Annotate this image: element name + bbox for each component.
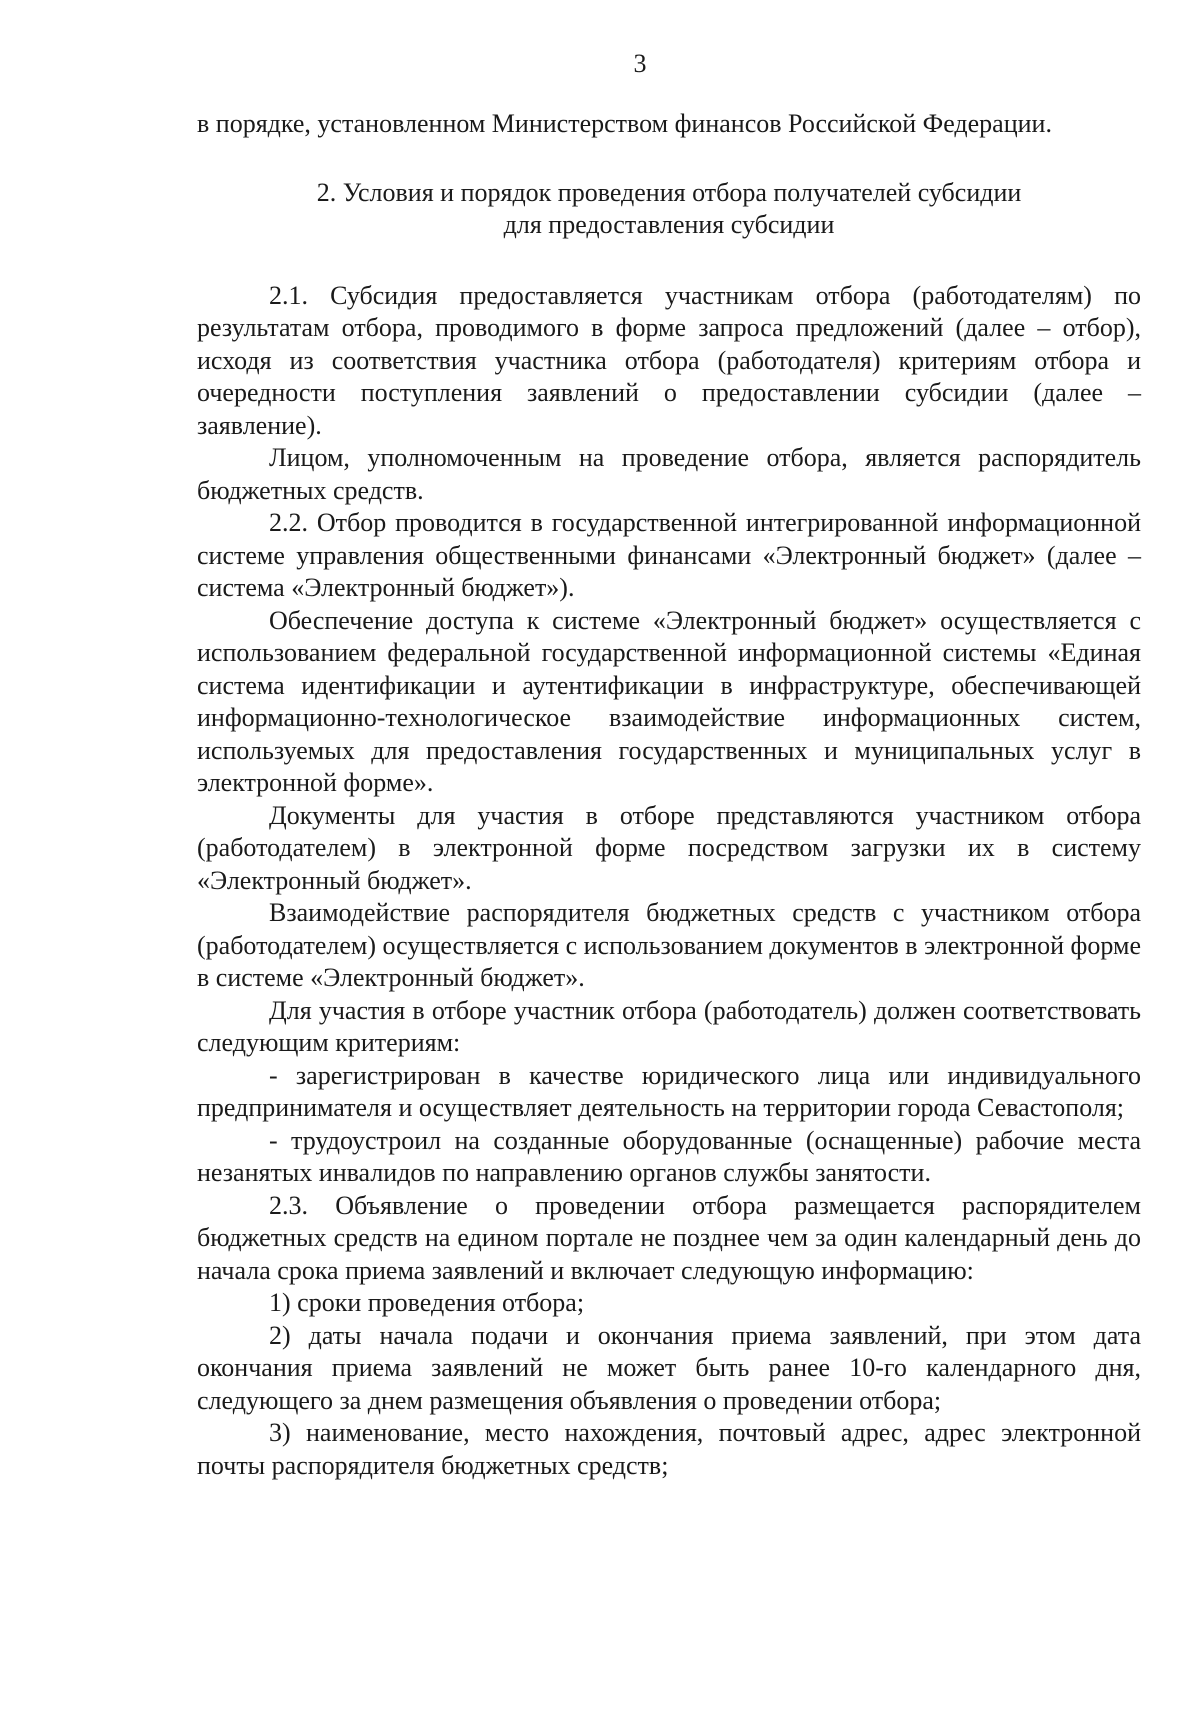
section-title [197, 177, 1141, 242]
paragraph-2-2: 2.2. Отбор проводится в государственной интегрированной информационной системе управления общественными финансами «Электронный бюджет» (далее – система «Электронный бюджет»). [197, 508, 1141, 602]
paragraph-documents: Документы для участия в отборе представляются участником отбора (работодателем) в электронной форме посредством загрузки их в систему «Электронный бюджет». [197, 800, 1141, 895]
intro-line: в порядке, установленном Министерством финансов Российской Федерации. [197, 109, 1052, 138]
criteria-item: - зарегистрирован в качестве юридического лица или индивидуального предпринимателя и осуществляет деятельность на территории города Севастополя; [197, 1060, 1141, 1122]
paragraph-criteria-intro: Для участия в отборе участник отбора (работодатель) должен соответствовать следующим критериям: [197, 995, 1141, 1057]
list-item: 2) даты начала подачи и окончания приема заявлений, при этом дата окончания приема заявлений не может быть ранее 10-го календарного дня, следующего за днем размещения объявления о проведении отбора; [197, 1320, 1141, 1415]
paragraph-2-3: 2.3. Объявление о проведении отбора размещается распорядителем бюджетных средств на едином портале не позднее чем за один календарный день до начала срока приема заявлений и включает следующую информацию: [197, 1190, 1141, 1285]
page-number: 3 [633, 49, 647, 78]
list-item: 1) сроки проведения отбора; [269, 1288, 585, 1317]
document-body [197, 108, 1141, 1482]
section-title-line: 2. Условия и порядок проведения отбора получателей субсидии [316, 177, 1022, 207]
paragraph-system-access: Обеспечение доступа к системе «Электронный бюджет» осуществляется с использованием федеральной государственной информационной системы «Единая система идентификации и аутентификации в инфраструктуре, обеспечивающей информационно-технологическое взаимодействие информационных систем, используемых для предоставления государственных и муниципальных услуг в электронной форме». [197, 605, 1141, 797]
section-title-line: для предоставления субсидии [503, 210, 835, 239]
list-item: 3) наименование, место нахождения, почтовый адрес, адрес электронной почты распорядителя бюджетных средств; [197, 1418, 1141, 1480]
paragraph-interaction: Взаимодействие распорядителя бюджетных средств с участником отбора (работодателем) осуществляется с использованием документов в электронной форме в системе «Электронный бюджет». [197, 898, 1141, 992]
paragraph-2-1: 2.1. Субсидия предоставляется участникам отбора (работодателям) по результатам отбора, проводимого в форме запроса предложений (далее – отбор), исходя из соответствия участника отбора (работодателя) критериям отбора и очередности поступления заявлений о предоставлении субсидии (далее – заявление). [197, 280, 1141, 440]
paragraph-authorized-person: Лицом, уполномоченным на проведение отбора, является распорядитель бюджетных средств. [197, 443, 1141, 505]
criteria-item: - трудоустроил на созданные оборудованные (оснащенные) рабочие места незанятых инвалидов по направлению органов службы занятости. [197, 1125, 1141, 1187]
